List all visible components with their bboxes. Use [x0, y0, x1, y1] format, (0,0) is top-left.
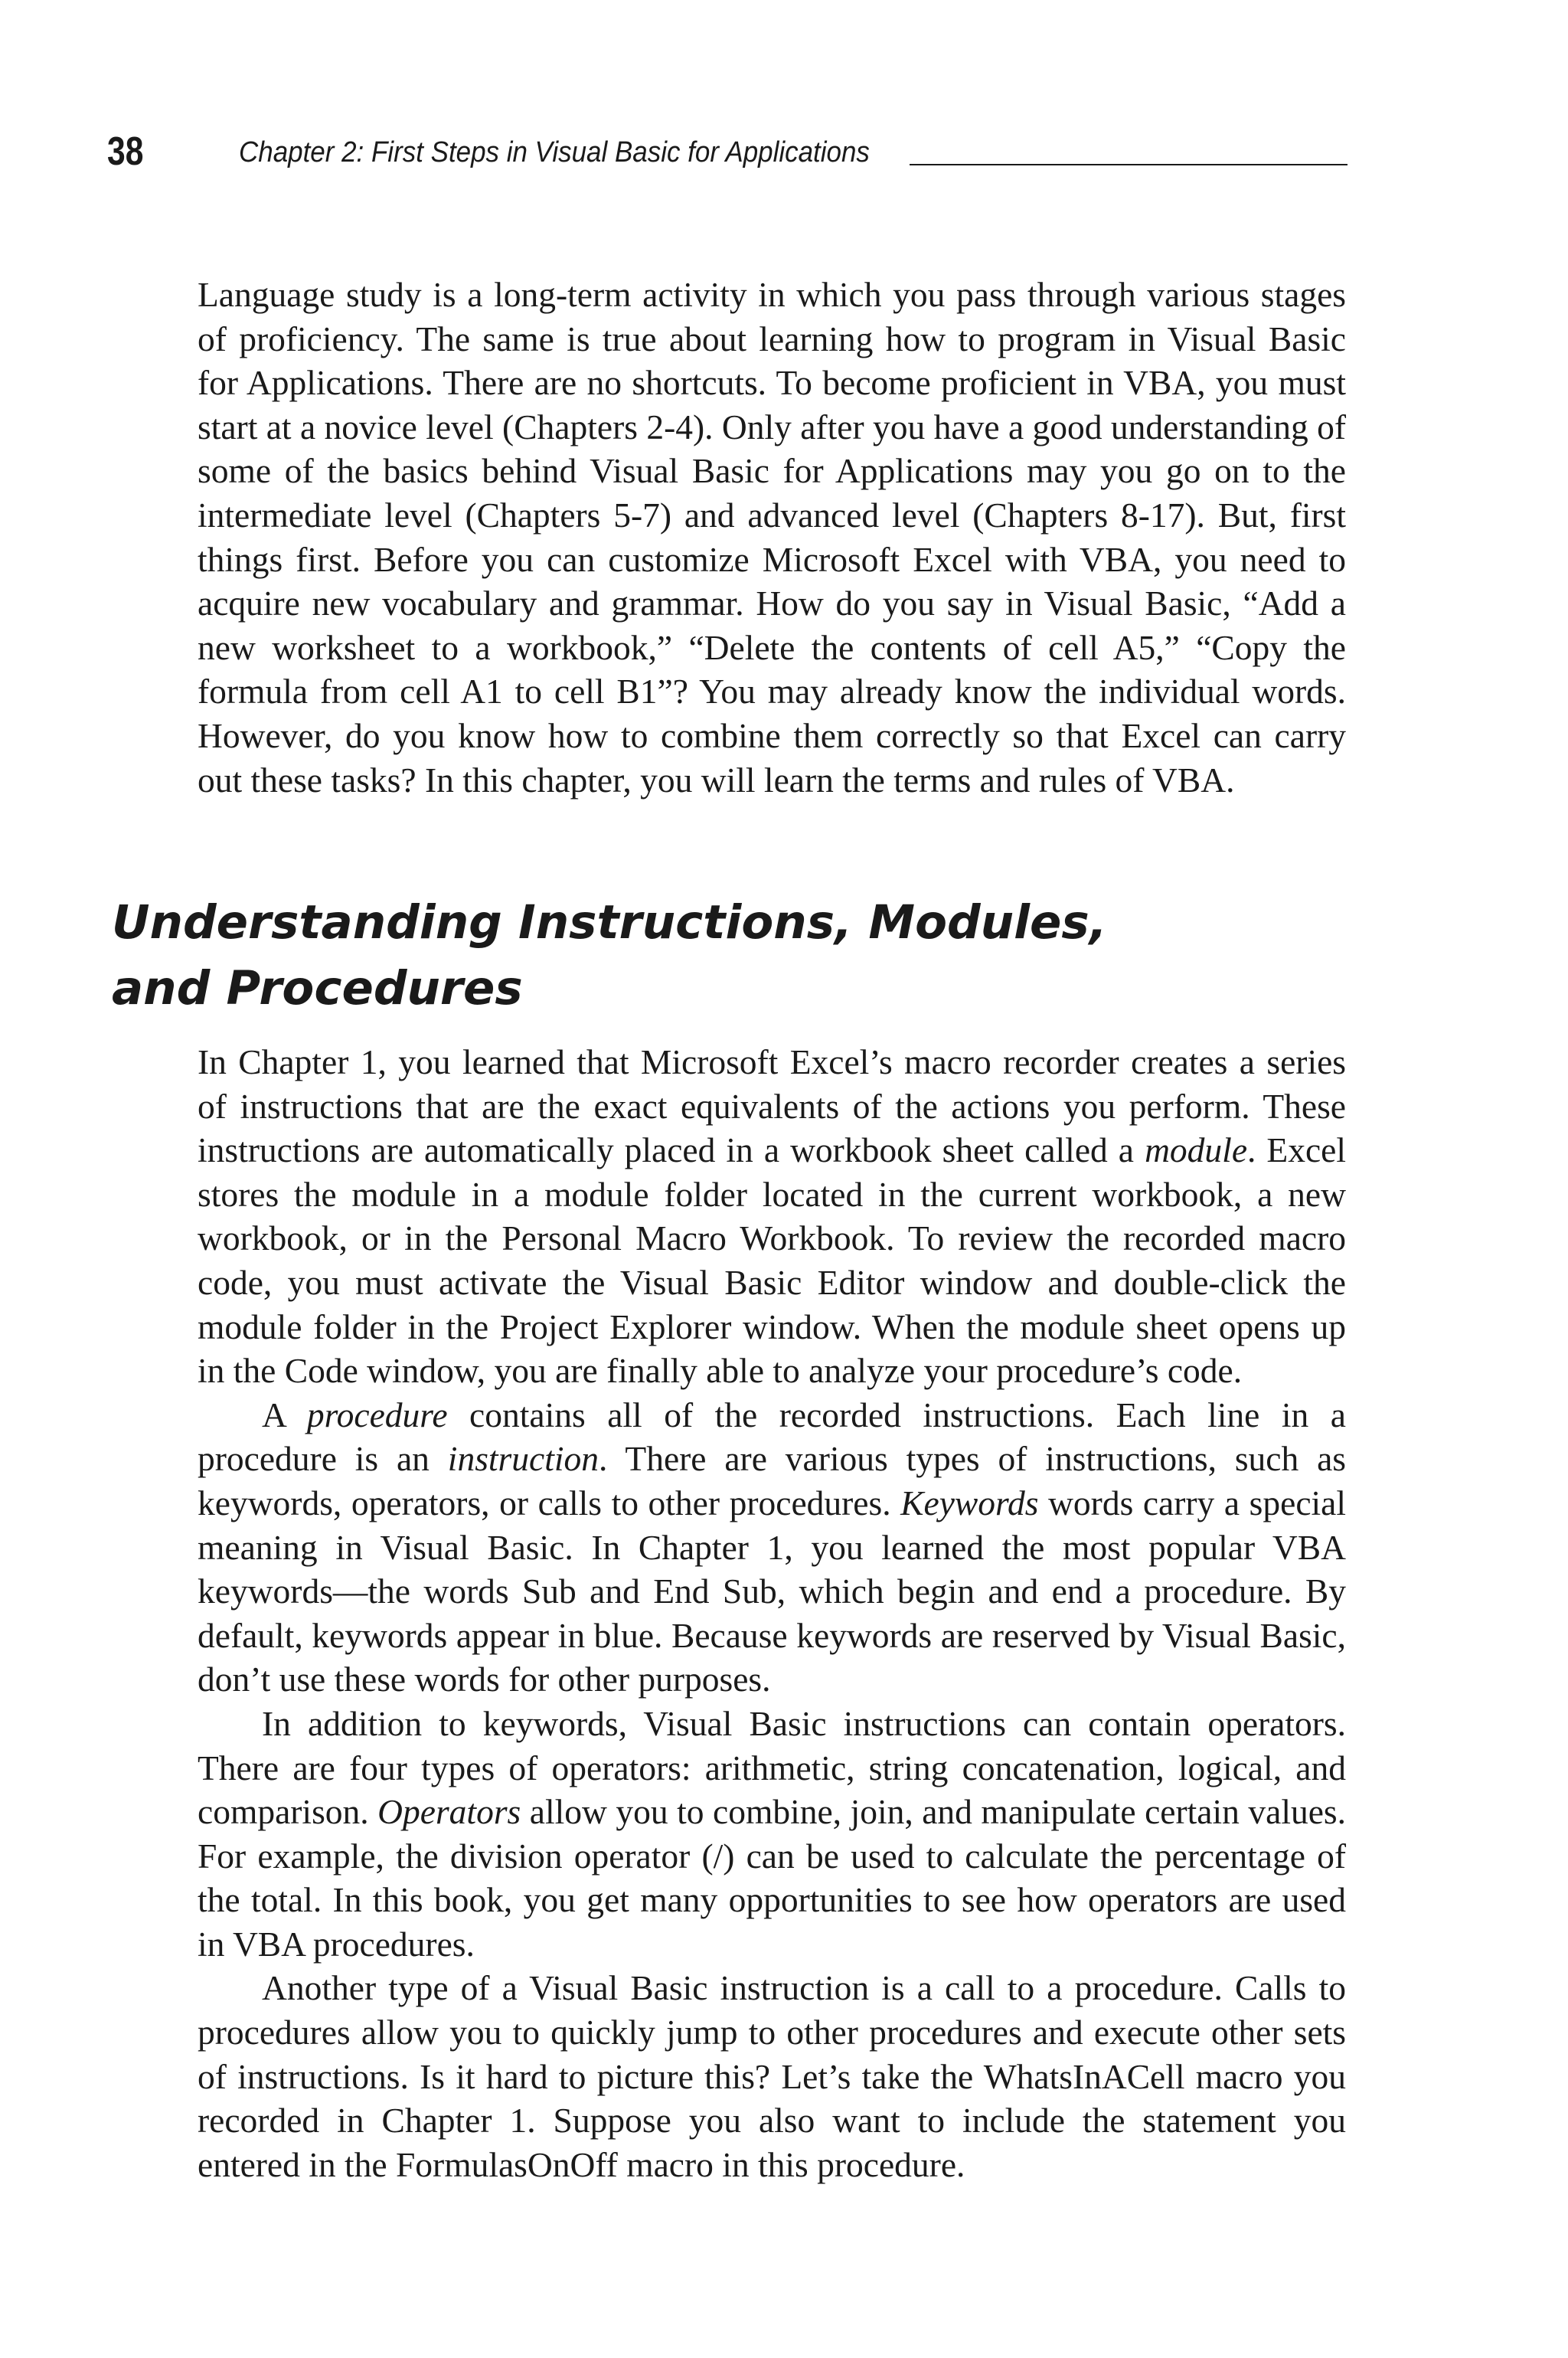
term-keywords: Keywords	[900, 1483, 1039, 1522]
term-module: module	[1145, 1130, 1248, 1170]
section-body	[198, 1040, 1346, 2186]
text-run: A	[262, 1395, 307, 1434]
intro-block	[198, 273, 1346, 802]
paragraph-procedure	[198, 1393, 1346, 1702]
text-run: In addition to keywords, Visual Basic instructions can contain operators. There are four types of operators: arithmetic, string concatenation, logical, and comparison.	[198, 1703, 1346, 1832]
text-run: In Chapter 1, you learned that Microsoft Excel’s macro recorder creates a series of instructions that are the exact equivalents of the actions you perform. These instructions are automatically placed in a workbook sheet called a	[198, 1042, 1346, 1170]
paragraph-operators	[198, 1702, 1346, 1967]
text-run: . There are various types of instructions, such as keywords, operators, or calls to other procedures.	[198, 1439, 1347, 1522]
page-number: 38	[107, 129, 144, 174]
text-run: . Excel stores the module in a module folder located in the current workbook, a new workbook, or in the Personal Macro Workbook. To review the recorded macro code, you must activate the Visual Basic Editor window and double-click the module folder in the Project Explorer window. When the module sheet opens up in the Code window, you are finally able to analyze your procedure’s code.	[198, 1130, 1347, 1391]
text-run: words carry a special meaning in Visual Basic. In Chapter 1, you learned the most popular VBA keywords—the words Sub and End Sub, which begin and end a procedure. By default, keywords appear in blue. Because keywords are reserved by Visual Basic, don’t use these words for other purposes.	[198, 1483, 1346, 1699]
page-header	[107, 129, 1348, 175]
section-heading-line-1: Understanding Instructions, Modules,	[112, 895, 1107, 950]
section-heading-line-2: and Procedures	[112, 961, 523, 1015]
term-operators: Operators	[377, 1792, 521, 1832]
running-head: Chapter 2: First Steps in Visual Basic for Applications	[239, 136, 870, 168]
intro-paragraph: Language study is a long-term activity in which you pass through various stages of proficiency. The same is true about learning how to program in Visual Basic for Applications. There are no shortcuts. To become proficient in VBA, you must start at a novice level (Chapters 2-4). Only after you have a good understanding of some of the basics behind Visual Basic for Applications may you go on to the intermediate level (Chapters 5-7) and advanced level (Chapters 8-17). But, first things first. Before you can customize Microsoft Excel with VBA, you need to acquire new vocabulary and grammar. How do you say in Visual Basic, “Add a new worksheet to a workbook,” “Delete the contents of cell A5,” “Copy the formula from cell A1 to cell B1”? You may already know the individual words. However, do you know how to combine them correctly so that Excel can carry out these tasks? In this chapter, you will learn the terms and rules of VBA.	[198, 275, 1346, 800]
section-heading	[112, 890, 1337, 1022]
header-rule	[910, 164, 1348, 165]
term-procedure: procedure	[306, 1395, 448, 1434]
term-instruction: instruction	[447, 1439, 599, 1479]
paragraph-calls: Another type of a Visual Basic instruction is a call to a procedure. Calls to procedures allow you to quickly jump to other procedures and execute other sets of instructions. Is it hard to picture this? Let’s take the WhatsInACell macro you recorded in Chapter 1. Suppose you also want to include the statement you entered in the FormulasOnOff macro in this procedure.	[198, 1968, 1346, 2184]
text-run: contains all of the recorded instructions. Each line in a procedure is an	[198, 1395, 1346, 1479]
paragraph-module	[198, 1040, 1346, 1393]
text-run: allow you to combine, join, and manipulate certain values. For example, the division operator (/) can be used to calculate the percentage of the total. In this book, you get many opportunities to see how operators are used in VBA procedures.	[198, 1792, 1346, 1964]
